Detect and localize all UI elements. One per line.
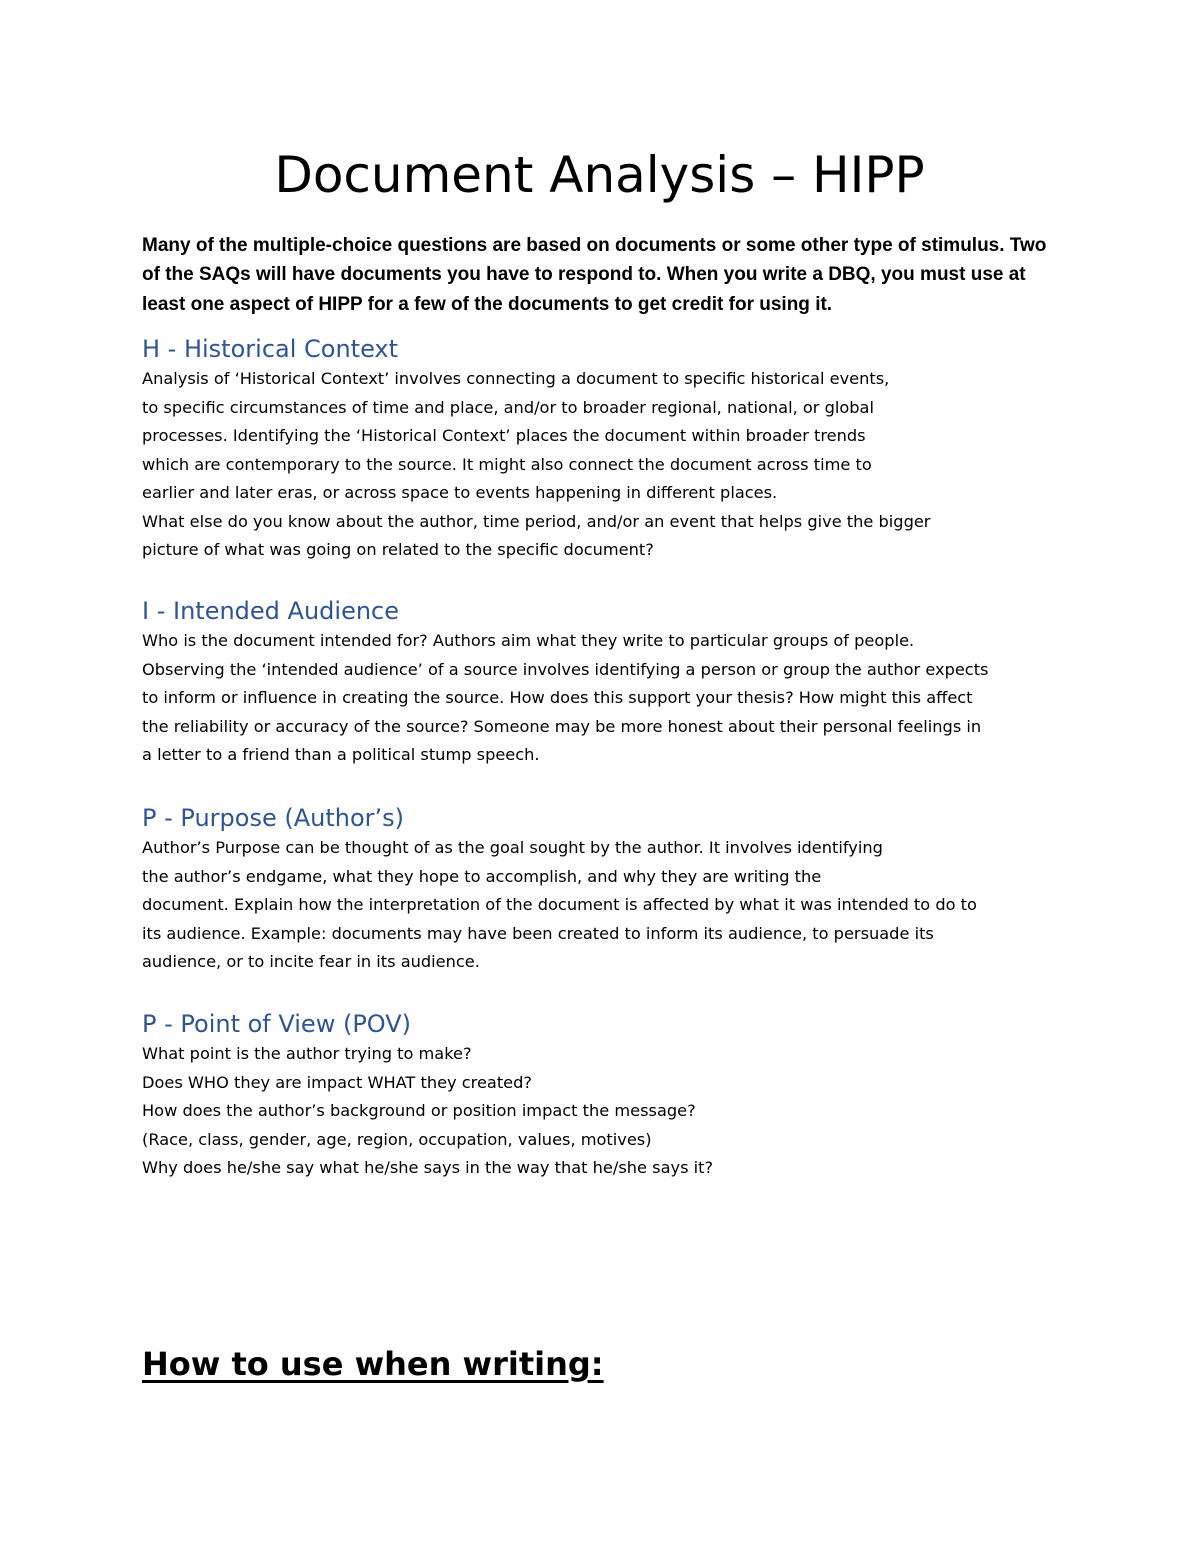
body-line: which are contemporary to the source. It might also connect the document across time to xyxy=(142,454,872,474)
body-line: processes. Identifying the ‘Historical Context’ places the document within broader trends xyxy=(142,426,866,445)
body-line: the reliability or accuracy of the source? Someone may be more honest about their personal feelings in xyxy=(142,716,982,736)
section-heading: P - Point of View (POV) xyxy=(142,1010,412,1038)
body-line: to inform or influence in creating the source. How does this support your thesis? How might this affect xyxy=(142,688,973,707)
body-line: Observing the ‘intended audience’ of a source involves identifying a person or group the author expects xyxy=(142,659,989,679)
section-point-of-view xyxy=(142,1008,1057,1183)
body-line: (Race, class, gender, age, region, occupation, values, motives) xyxy=(142,1129,652,1149)
body-line: audience, or to incite fear in its audience. xyxy=(142,952,480,971)
section-body xyxy=(142,1040,1057,1183)
body-line: a letter to a friend than a political stump speech. xyxy=(142,745,540,764)
body-line: picture of what was going on related to the specific document? xyxy=(142,540,654,559)
body-line: earlier and later eras, or across space to events happening in different places. xyxy=(142,483,778,502)
section-intended-audience xyxy=(142,595,1057,770)
section-historical-context xyxy=(142,333,1057,565)
section-purpose xyxy=(142,802,1057,977)
body-line: Does WHO they are impact WHAT they created? xyxy=(142,1072,533,1092)
section-body xyxy=(142,834,1057,977)
section-body xyxy=(142,627,1057,770)
body-line: What else do you know about the author, time period, and/or an event that helps give the bigger xyxy=(142,511,931,531)
body-line: How does the author’s background or position impact the message? xyxy=(142,1101,696,1120)
body-line: What point is the author trying to make? xyxy=(142,1044,472,1063)
body-line: document. Explain how the interpretation of the document is affected by what it was intended to do to xyxy=(142,895,977,914)
body-line: to specific circumstances of time and place, and/or to broader regional, national, or global xyxy=(142,397,874,417)
section-heading: H - Historical Context xyxy=(142,335,399,363)
section-heading: P - Purpose (Author’s) xyxy=(142,804,404,832)
body-line: Author’s Purpose can be thought of as the goal sought by the author. It involves identifying xyxy=(142,838,883,857)
section-heading: I - Intended Audience xyxy=(142,597,400,625)
body-line: the author’s endgame, what they hope to accomplish, and why they are writing the xyxy=(142,866,822,886)
intro-paragraph: Many of the multiple-choice questions are based on documents or some other type of stimulus. Two of the SAQs will have documents you have to respond to. When you write a DBQ, you must use at least one aspect of HIPP for a few of the documents to get credit for using it. xyxy=(142,235,1047,315)
section-body xyxy=(142,365,1057,565)
page-title: Document Analysis – HIPP xyxy=(274,146,925,204)
body-line: Analysis of ‘Historical Context’ involves connecting a document to specific historical events, xyxy=(142,369,890,388)
closing-heading: How to use when writing: xyxy=(142,1345,604,1383)
body-line: Who is the document intended for? Authors aim what they write to particular groups of people. xyxy=(142,631,915,650)
body-line: its audience. Example: documents may have been created to inform its audience, to persuade its xyxy=(142,923,934,943)
body-line: Why does he/she say what he/she says in the way that he/she says it? xyxy=(142,1158,714,1177)
